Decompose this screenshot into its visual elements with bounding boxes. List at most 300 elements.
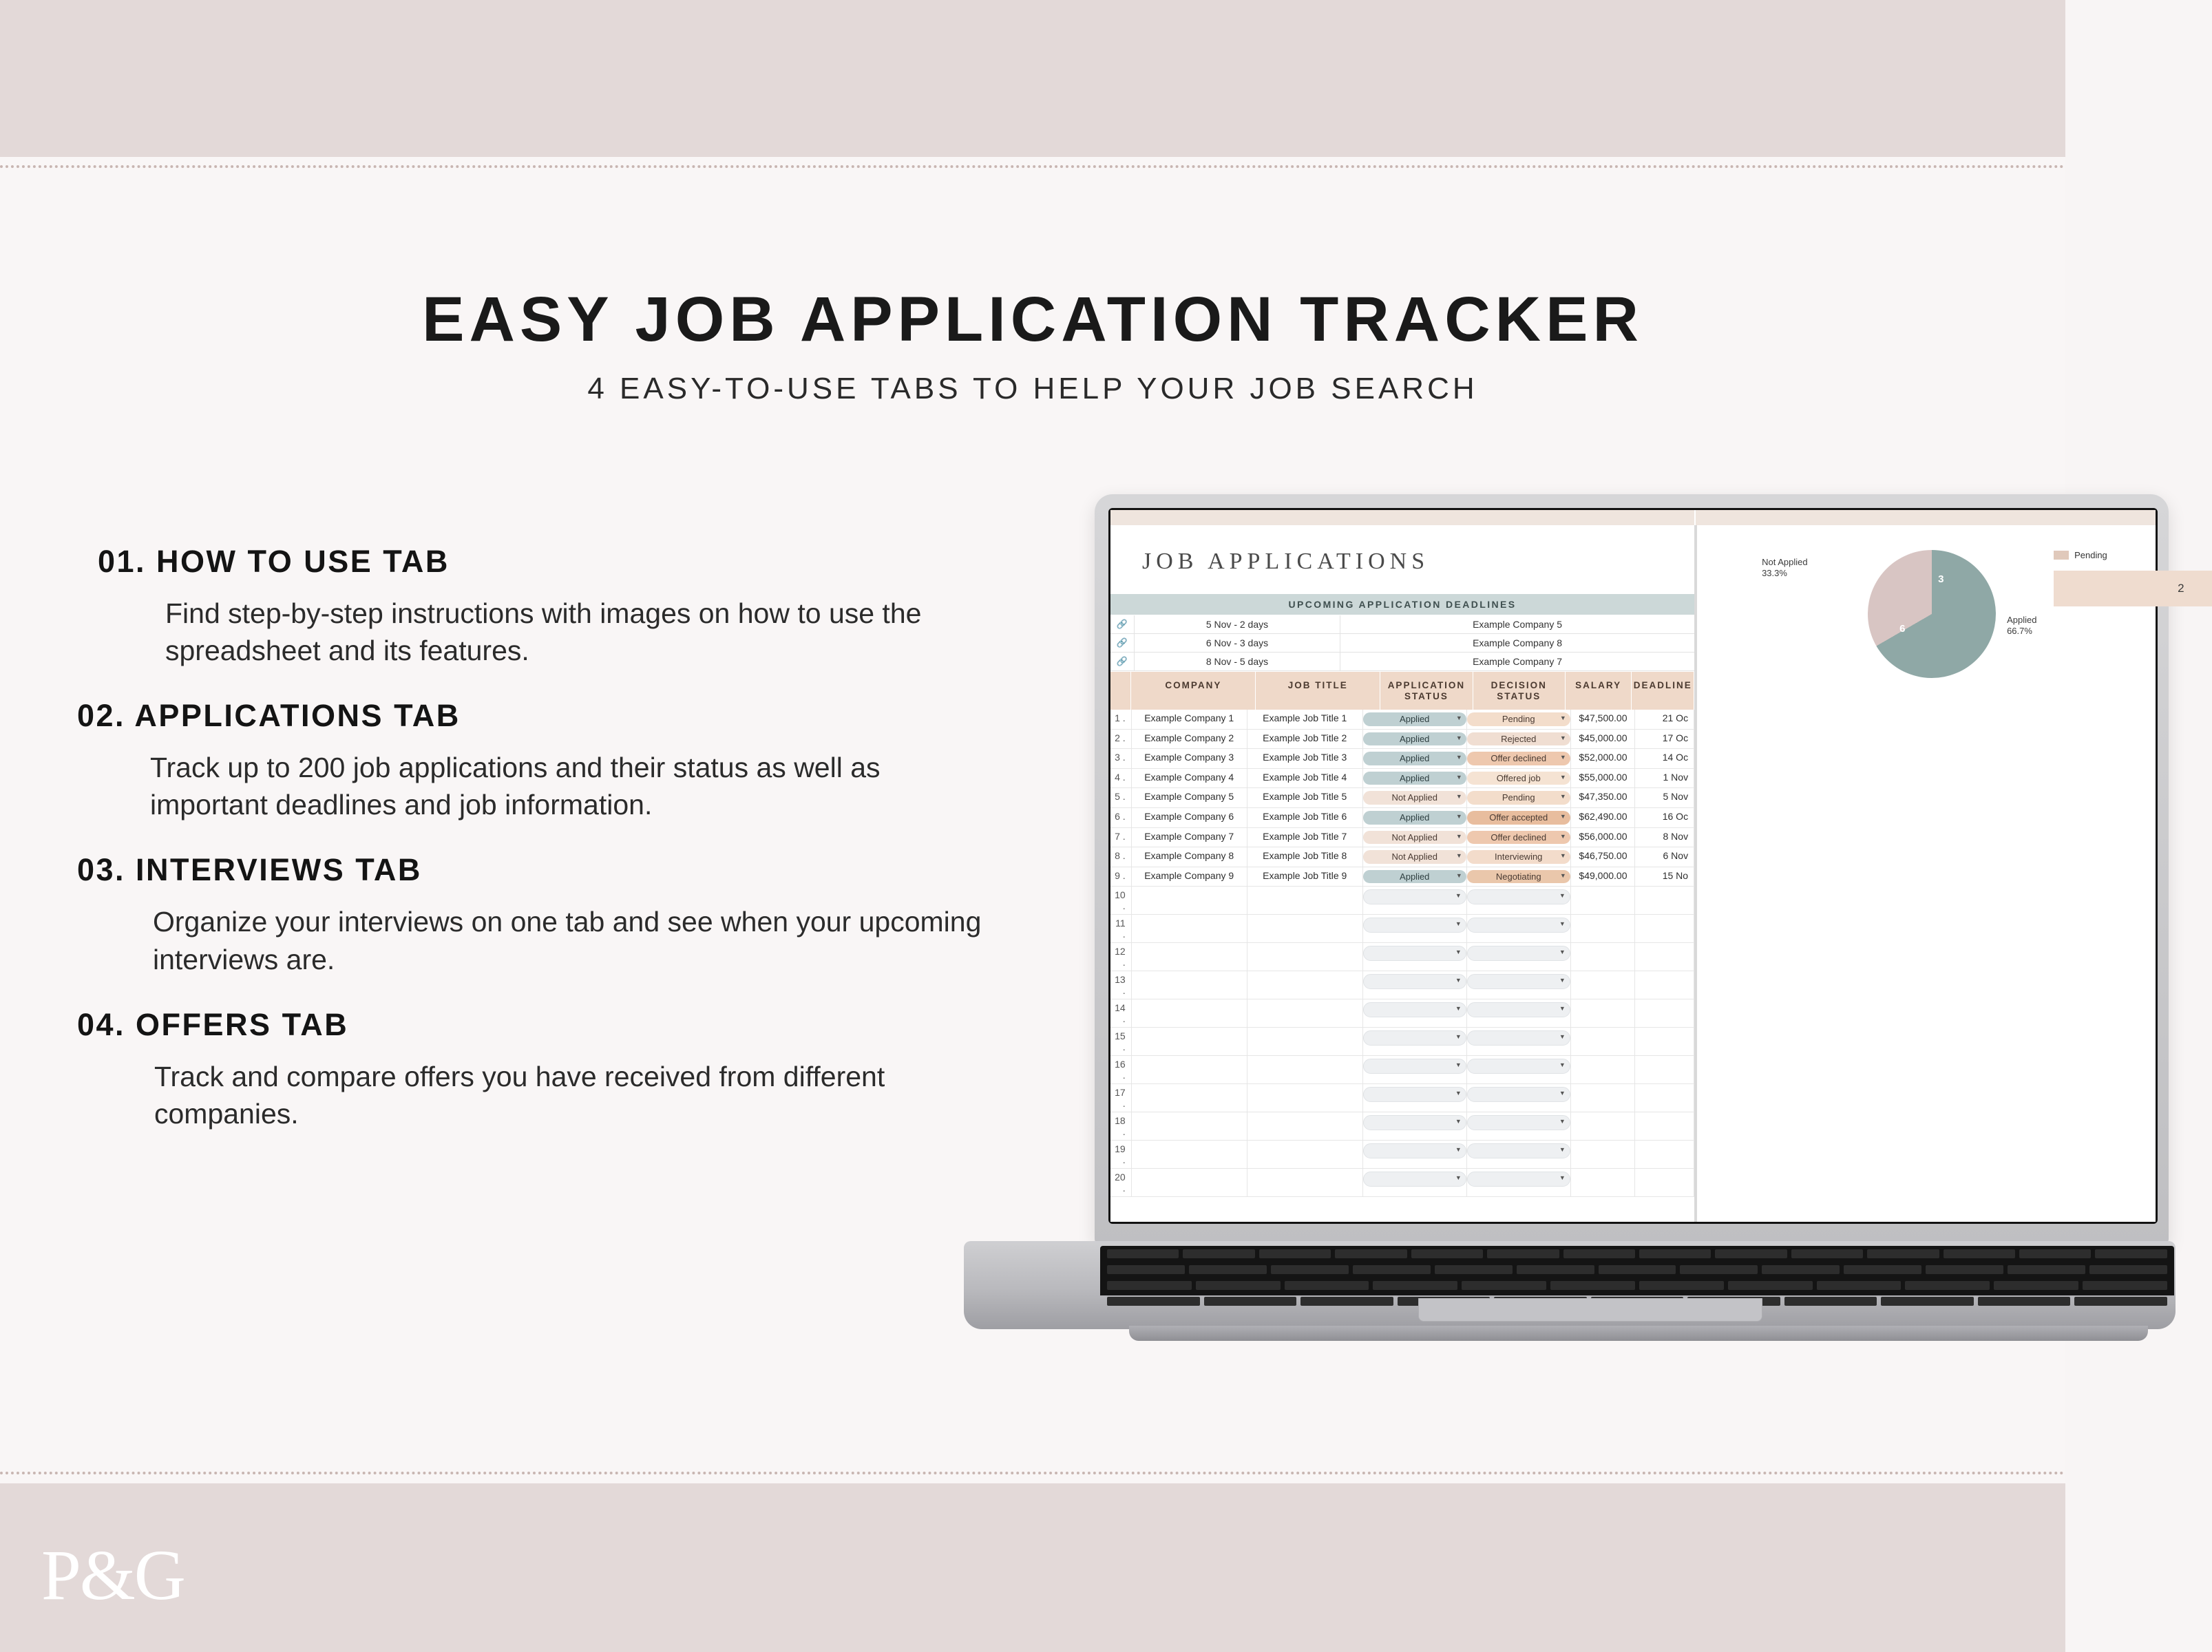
- table-row[interactable]: [1110, 730, 1694, 750]
- table-row[interactable]: [1110, 943, 1694, 971]
- chevron-down-icon[interactable]: ▼: [1559, 773, 1566, 781]
- feature-list: [77, 544, 1096, 1161]
- chevron-down-icon[interactable]: ▼: [1559, 793, 1566, 801]
- cell-company[interactable]: Example Company 1: [1132, 710, 1247, 729]
- cell-company[interactable]: Example Company 8: [1132, 847, 1247, 867]
- chevron-down-icon[interactable]: ▼: [1559, 734, 1566, 741]
- deadlines-table: [1110, 615, 1694, 671]
- cell-job-title[interactable]: [1247, 887, 1363, 914]
- chevron-down-icon[interactable]: ▼: [1559, 1090, 1566, 1097]
- cell-deadline[interactable]: 17 Oc: [1635, 730, 1695, 749]
- pie-label-not-applied-pct: 33.3%: [1762, 568, 1787, 579]
- application-status-dropdown[interactable]: [1363, 1115, 1466, 1130]
- application-status-dropdown[interactable]: [1363, 1172, 1466, 1187]
- cell-salary[interactable]: $47,500.00: [1571, 710, 1635, 729]
- decision-status-dropdown[interactable]: Offer declined ▼: [1467, 752, 1570, 765]
- chevron-down-icon[interactable]: ▼: [1559, 871, 1566, 879]
- chevron-down-icon[interactable]: ▼: [1559, 852, 1566, 860]
- cell-application-status[interactable]: [1363, 1056, 1467, 1083]
- cell-job-title[interactable]: [1247, 1112, 1363, 1140]
- chevron-down-icon[interactable]: ▼: [1455, 734, 1462, 741]
- decision-status-dropdown[interactable]: Offer accepted ▼: [1467, 811, 1570, 825]
- application-status-dropdown[interactable]: [1363, 1030, 1466, 1046]
- cell-job-title[interactable]: [1247, 943, 1363, 971]
- cell-company[interactable]: Example Company 3: [1132, 749, 1247, 768]
- cell-decision-status[interactable]: [1467, 847, 1571, 867]
- cell-decision-status[interactable]: [1467, 943, 1571, 971]
- cell-decision-status[interactable]: [1467, 1084, 1571, 1112]
- application-status-dropdown[interactable]: [1363, 1059, 1466, 1074]
- feature-4-heading: 04. OFFERS TAB: [77, 1006, 349, 1042]
- cell-decision-status[interactable]: [1467, 999, 1571, 1027]
- cell-company[interactable]: [1132, 1028, 1247, 1055]
- link-icon[interactable]: 🔗: [1116, 619, 1128, 629]
- feature-1-body: Find step-by-step instructions with images on how to use the spreadsheet and its features.: [165, 597, 922, 667]
- chevron-down-icon[interactable]: ▼: [1455, 1174, 1462, 1182]
- applications-pane: [1110, 525, 1696, 1222]
- top-dotted-divider: [0, 165, 2065, 168]
- cell-company[interactable]: Example Company 6: [1132, 808, 1247, 827]
- cell-deadline[interactable]: 5 Nov: [1635, 788, 1695, 807]
- cell-deadline[interactable]: [1635, 1141, 1695, 1168]
- chevron-down-icon[interactable]: ▼: [1455, 754, 1462, 761]
- deadlines-header: UPCOMING APPLICATION DEADLINES: [1110, 594, 1694, 615]
- topbar-left: [1110, 510, 1696, 525]
- application-status-dropdown[interactable]: [1363, 1143, 1466, 1158]
- applications-table-header: [1110, 671, 1694, 710]
- table-row[interactable]: [1110, 808, 1694, 828]
- cell-company[interactable]: Example Company 7: [1132, 828, 1247, 847]
- cell-decision-status[interactable]: [1467, 788, 1571, 807]
- feature-item-1: [77, 544, 1096, 669]
- cell-application-status[interactable]: [1363, 867, 1467, 887]
- application-status-dropdown[interactable]: Applied ▼: [1363, 772, 1466, 785]
- chevron-down-icon[interactable]: ▼: [1559, 813, 1566, 820]
- decision-status-dropdown[interactable]: Pending ▼: [1467, 712, 1570, 726]
- cell-company[interactable]: [1132, 1169, 1247, 1196]
- cell-job-title[interactable]: Example Job Title 4: [1247, 769, 1363, 788]
- table-row[interactable]: [1110, 999, 1694, 1028]
- chevron-down-icon[interactable]: ▼: [1455, 920, 1462, 928]
- pie-label-not-applied: [1762, 557, 1808, 580]
- table-row[interactable]: [1110, 1141, 1694, 1169]
- cell-decision-status[interactable]: [1467, 887, 1571, 914]
- cell-index: 9 .: [1110, 867, 1132, 887]
- cell-deadline[interactable]: 15 No: [1635, 867, 1695, 887]
- chevron-down-icon[interactable]: ▼: [1559, 1033, 1566, 1041]
- deadline-row[interactable]: [1110, 634, 1694, 653]
- cell-index: 17 .: [1110, 1084, 1132, 1112]
- cell-deadline[interactable]: 1 Nov: [1635, 769, 1695, 788]
- chevron-down-icon[interactable]: ▼: [1559, 1005, 1566, 1013]
- column-salary: SALARY: [1566, 672, 1632, 710]
- chevron-down-icon[interactable]: ▼: [1559, 1061, 1566, 1069]
- cell-salary[interactable]: [1571, 915, 1635, 942]
- cell-application-status[interactable]: [1363, 943, 1467, 971]
- cell-decision-status[interactable]: [1467, 971, 1571, 999]
- application-status-dropdown[interactable]: [1363, 889, 1466, 904]
- cell-application-status[interactable]: [1363, 769, 1467, 788]
- column-company: COMPANY: [1131, 672, 1256, 710]
- decision-status-dropdown[interactable]: [1467, 889, 1570, 904]
- cell-decision-status[interactable]: [1467, 867, 1571, 887]
- cell-deadline[interactable]: 6 Nov: [1635, 847, 1695, 867]
- cell-job-title[interactable]: [1247, 1141, 1363, 1168]
- feature-item-4: [77, 1007, 1096, 1132]
- cell-deadline[interactable]: 16 Oc: [1635, 808, 1695, 827]
- chevron-down-icon[interactable]: ▼: [1559, 977, 1566, 984]
- applications-table-body: [1110, 710, 1694, 1197]
- cell-application-status[interactable]: [1363, 971, 1467, 999]
- chevron-down-icon[interactable]: ▼: [1559, 920, 1566, 928]
- cell-index: 11 .: [1110, 915, 1132, 942]
- cell-job-title[interactable]: Example Job Title 5: [1247, 788, 1363, 807]
- column-decision-status-line1: DECISION: [1491, 680, 1547, 690]
- cell-job-title[interactable]: [1247, 1028, 1363, 1055]
- cell-application-status[interactable]: [1363, 788, 1467, 807]
- cell-company[interactable]: [1132, 971, 1247, 999]
- chevron-down-icon[interactable]: ▼: [1455, 977, 1462, 984]
- cell-deadline[interactable]: 8 Nov: [1635, 828, 1695, 847]
- cell-job-title[interactable]: [1247, 1084, 1363, 1112]
- feature-item-3: [77, 852, 1096, 977]
- cell-salary[interactable]: $49,000.00: [1571, 867, 1635, 887]
- cell-application-status[interactable]: [1363, 1112, 1467, 1140]
- bottom-band: [0, 1483, 2065, 1652]
- spreadsheet-app: [1110, 510, 2184, 1222]
- table-row[interactable]: [1110, 710, 1694, 730]
- cell-decision-status[interactable]: [1467, 1056, 1571, 1083]
- legend-swatch-pending: [2054, 551, 2069, 560]
- cell-deadline[interactable]: [1635, 887, 1695, 914]
- chevron-down-icon[interactable]: ▼: [1559, 1174, 1566, 1182]
- application-status-dropdown[interactable]: Applied ▼: [1363, 752, 1466, 765]
- cell-index: 16 .: [1110, 1056, 1132, 1083]
- cell-salary[interactable]: [1571, 1056, 1635, 1083]
- decision-status-dropdown[interactable]: [1467, 1172, 1570, 1187]
- cell-salary[interactable]: [1571, 887, 1635, 914]
- cell-salary[interactable]: [1571, 1112, 1635, 1140]
- bar-value-pending: 2: [2178, 582, 2184, 595]
- cell-salary[interactable]: $47,350.00: [1571, 788, 1635, 807]
- table-row[interactable]: [1110, 971, 1694, 999]
- decision-status-dropdown[interactable]: [1467, 1087, 1570, 1102]
- deadline-company: Example Company 7: [1473, 656, 1563, 667]
- cell-index: 12 .: [1110, 943, 1132, 971]
- cell-decision-status[interactable]: [1467, 730, 1571, 749]
- deadline-date: 6 Nov - 3 days: [1134, 634, 1340, 652]
- cell-application-status[interactable]: [1363, 1141, 1467, 1168]
- cell-index: 14 .: [1110, 999, 1132, 1027]
- cell-index: 20 .: [1110, 1169, 1132, 1196]
- chevron-down-icon[interactable]: ▼: [1455, 852, 1462, 860]
- cell-decision-status[interactable]: [1467, 1028, 1571, 1055]
- cell-salary[interactable]: $46,750.00: [1571, 847, 1635, 867]
- charts-area: [1696, 525, 2184, 718]
- keyboard-row: [1100, 1262, 2174, 1278]
- cell-job-title[interactable]: [1247, 971, 1363, 999]
- cell-job-title[interactable]: [1247, 1169, 1363, 1196]
- cell-job-title[interactable]: Example Job Title 6: [1247, 808, 1363, 827]
- cell-deadline[interactable]: [1635, 915, 1695, 942]
- cell-job-title[interactable]: Example Job Title 1: [1247, 710, 1363, 729]
- feature-3-heading: 03. INTERVIEWS TAB: [77, 852, 422, 888]
- link-icon[interactable]: 🔗: [1116, 637, 1128, 648]
- cell-decision-status[interactable]: [1467, 749, 1571, 768]
- decision-status-dropdown[interactable]: Offered job ▼: [1467, 772, 1570, 785]
- cell-decision-status[interactable]: [1467, 710, 1571, 729]
- cell-index: 8 .: [1110, 847, 1132, 867]
- table-row[interactable]: [1110, 1112, 1694, 1141]
- cell-decision-status[interactable]: [1467, 769, 1571, 788]
- table-row[interactable]: [1110, 915, 1694, 943]
- laptop-front-edge: [1129, 1326, 2148, 1341]
- cell-company[interactable]: [1132, 999, 1247, 1027]
- chevron-down-icon[interactable]: ▼: [1455, 1118, 1462, 1125]
- cell-decision-status[interactable]: [1467, 828, 1571, 847]
- cell-application-status[interactable]: [1363, 887, 1467, 914]
- spreadsheet-topbar: [1110, 510, 2156, 525]
- cell-index: 2 .: [1110, 730, 1132, 749]
- table-row[interactable]: [1110, 828, 1694, 848]
- chevron-down-icon[interactable]: ▼: [1559, 832, 1566, 840]
- decision-status-dropdown[interactable]: [1467, 1002, 1570, 1017]
- feature-1-heading: 01. HOW TO USE TAB: [98, 544, 450, 579]
- cell-application-status[interactable]: [1363, 710, 1467, 729]
- cell-company[interactable]: [1132, 915, 1247, 942]
- cell-decision-status[interactable]: [1467, 1169, 1571, 1196]
- table-row[interactable]: [1110, 788, 1694, 808]
- column-decision-status: [1473, 672, 1566, 710]
- page-title: EASY JOB APPLICATION TRACKER: [422, 284, 1643, 354]
- application-status-dropdown[interactable]: Not Applied ▼: [1363, 831, 1466, 845]
- decision-status-dropdown[interactable]: Negotiating ▼: [1467, 870, 1570, 884]
- deadline-company: Example Company 8: [1473, 637, 1563, 648]
- cell-index: 15 .: [1110, 1028, 1132, 1055]
- cell-application-status[interactable]: [1363, 749, 1467, 768]
- table-row[interactable]: [1110, 769, 1694, 789]
- decision-status-dropdown[interactable]: [1467, 918, 1570, 933]
- application-status-dropdown[interactable]: Applied ▼: [1363, 712, 1466, 726]
- table-row[interactable]: [1110, 1084, 1694, 1112]
- decision-status-dropdown[interactable]: Offer declined ▼: [1467, 831, 1570, 845]
- decision-status-dropdown[interactable]: [1467, 1059, 1570, 1074]
- laptop-keyboard[interactable]: [1100, 1246, 2174, 1295]
- chevron-down-icon[interactable]: ▼: [1455, 871, 1462, 879]
- cell-salary[interactable]: $55,000.00: [1571, 769, 1635, 788]
- cell-job-title[interactable]: Example Job Title 8: [1247, 847, 1363, 867]
- cell-salary[interactable]: $52,000.00: [1571, 749, 1635, 768]
- application-status-dropdown[interactable]: Applied ▼: [1363, 870, 1466, 884]
- feature-3-body: Organize your interviews on one tab and see when your upcoming interviews are.: [153, 906, 982, 975]
- brand-logo: P&G: [41, 1536, 185, 1615]
- dashboard-pane: [1696, 525, 2184, 1222]
- bar-chart-legend: [2054, 550, 2107, 560]
- table-row[interactable]: [1110, 887, 1694, 915]
- spreadsheet-title: JOB APPLICATIONS: [1142, 549, 1430, 574]
- link-icon[interactable]: 🔗: [1116, 656, 1128, 666]
- cell-salary[interactable]: [1571, 1141, 1635, 1168]
- cell-decision-status[interactable]: [1467, 1141, 1571, 1168]
- cell-salary[interactable]: $62,490.00: [1571, 808, 1635, 827]
- cell-deadline[interactable]: [1635, 1169, 1695, 1196]
- cell-index: 3 .: [1110, 749, 1132, 768]
- cell-deadline[interactable]: [1635, 1028, 1695, 1055]
- table-row[interactable]: [1110, 1169, 1694, 1197]
- application-status-dropdown[interactable]: [1363, 1002, 1466, 1017]
- cell-application-status[interactable]: [1363, 828, 1467, 847]
- application-status-dropdown[interactable]: Not Applied ▼: [1363, 850, 1466, 864]
- cell-application-status[interactable]: [1363, 730, 1467, 749]
- cell-company[interactable]: [1132, 943, 1247, 971]
- laptop-screen: [1108, 508, 2184, 1224]
- decision-status-dropdown[interactable]: [1467, 946, 1570, 961]
- cell-salary[interactable]: $56,000.00: [1571, 828, 1635, 847]
- chevron-down-icon[interactable]: ▼: [1455, 714, 1462, 722]
- table-row[interactable]: [1110, 847, 1694, 867]
- application-status-dropdown[interactable]: Not Applied ▼: [1363, 791, 1466, 805]
- deadline-row[interactable]: [1110, 615, 1694, 634]
- cell-application-status[interactable]: [1363, 915, 1467, 942]
- chevron-down-icon[interactable]: ▼: [1455, 1090, 1462, 1097]
- cell-company[interactable]: [1132, 887, 1247, 914]
- cell-deadline[interactable]: [1635, 971, 1695, 999]
- chevron-down-icon[interactable]: ▼: [1455, 1033, 1462, 1041]
- cell-decision-status[interactable]: [1467, 808, 1571, 827]
- cell-application-status[interactable]: [1363, 1084, 1467, 1112]
- decision-status-dropdown[interactable]: Pending ▼: [1467, 791, 1570, 805]
- cell-application-status[interactable]: [1363, 847, 1467, 867]
- cell-job-title[interactable]: [1247, 999, 1363, 1027]
- application-status-dropdown[interactable]: [1363, 974, 1466, 989]
- application-status-dropdown[interactable]: [1363, 1087, 1466, 1102]
- cell-salary[interactable]: [1571, 971, 1635, 999]
- pie-label-applied: [2007, 615, 2036, 637]
- chevron-down-icon[interactable]: ▼: [1455, 949, 1462, 956]
- decision-status-dropdown[interactable]: Interviewing ▼: [1467, 850, 1570, 864]
- chevron-down-icon[interactable]: ▼: [1455, 773, 1462, 781]
- chevron-down-icon[interactable]: ▼: [1455, 832, 1462, 840]
- cell-company[interactable]: [1132, 1141, 1247, 1168]
- pie-value-applied: 6: [1899, 623, 1906, 635]
- cell-salary[interactable]: [1571, 1028, 1635, 1055]
- decision-status-dropdown[interactable]: Rejected ▼: [1467, 732, 1570, 746]
- pie-value-not-applied: 3: [1938, 573, 1944, 585]
- cell-job-title[interactable]: [1247, 915, 1363, 942]
- cell-application-status[interactable]: [1363, 999, 1467, 1027]
- cell-job-title[interactable]: Example Job Title 2: [1247, 730, 1363, 749]
- table-row[interactable]: [1110, 867, 1694, 887]
- cell-index: 7 .: [1110, 828, 1132, 847]
- chevron-down-icon[interactable]: ▼: [1455, 1005, 1462, 1013]
- chevron-down-icon[interactable]: ▼: [1559, 754, 1566, 761]
- laptop-mockup: [964, 494, 2184, 1375]
- chevron-down-icon[interactable]: ▼: [1559, 1118, 1566, 1125]
- legend-label-pending: Pending: [2074, 550, 2107, 560]
- decision-status-bar: [2054, 571, 2212, 606]
- feature-2-heading: 02. APPLICATIONS TAB: [77, 698, 461, 734]
- cell-application-status[interactable]: [1363, 808, 1467, 827]
- cell-company[interactable]: Example Company 9: [1132, 867, 1247, 887]
- chevron-down-icon[interactable]: ▼: [1455, 793, 1462, 801]
- cell-deadline[interactable]: [1635, 1084, 1695, 1112]
- column-index: [1110, 672, 1131, 710]
- cell-job-title[interactable]: Example Job Title 7: [1247, 828, 1363, 847]
- topbar-right: [1696, 510, 2156, 525]
- cell-company[interactable]: [1132, 1084, 1247, 1112]
- cell-salary[interactable]: [1571, 943, 1635, 971]
- cell-company[interactable]: Example Company 5: [1132, 788, 1247, 807]
- cell-salary[interactable]: [1571, 1169, 1635, 1196]
- cell-company[interactable]: [1132, 1112, 1247, 1140]
- decision-status-dropdown[interactable]: [1467, 974, 1570, 989]
- cell-deadline[interactable]: [1635, 999, 1695, 1027]
- application-status-dropdown[interactable]: [1363, 946, 1466, 961]
- keyboard-row: [1100, 1278, 2174, 1293]
- pie-label-applied-pct: 66.7%: [2007, 626, 2032, 637]
- cell-deadline[interactable]: 21 Oc: [1635, 710, 1695, 729]
- table-row[interactable]: [1110, 1056, 1694, 1084]
- cell-index: 6 .: [1110, 808, 1132, 827]
- cell-decision-status[interactable]: [1467, 1112, 1571, 1140]
- application-status-dropdown[interactable]: Applied ▼: [1363, 811, 1466, 825]
- cell-index: 18 .: [1110, 1112, 1132, 1140]
- cell-index: 5 .: [1110, 788, 1132, 807]
- decision-status-dropdown[interactable]: [1467, 1143, 1570, 1158]
- laptop-trackpad[interactable]: [1418, 1298, 1762, 1322]
- cell-salary[interactable]: [1571, 999, 1635, 1027]
- pie-label-not-applied-text: Not Applied: [1762, 557, 1808, 567]
- cell-job-title[interactable]: [1247, 1056, 1363, 1083]
- application-status-dropdown[interactable]: [1363, 918, 1466, 933]
- cell-job-title[interactable]: Example Job Title 3: [1247, 749, 1363, 768]
- cell-application-status[interactable]: [1363, 1028, 1467, 1055]
- chevron-down-icon[interactable]: ▼: [1559, 1146, 1566, 1154]
- table-row[interactable]: [1110, 1028, 1694, 1056]
- cell-application-status[interactable]: [1363, 1169, 1467, 1196]
- cell-decision-status[interactable]: [1467, 915, 1571, 942]
- cell-company[interactable]: Example Company 4: [1132, 769, 1247, 788]
- cell-company[interactable]: Example Company 2: [1132, 730, 1247, 749]
- cell-deadline[interactable]: [1635, 1056, 1695, 1083]
- cell-salary[interactable]: $45,000.00: [1571, 730, 1635, 749]
- cell-company[interactable]: [1132, 1056, 1247, 1083]
- column-job-title: JOB TITLE: [1256, 672, 1380, 710]
- cell-index: 10 .: [1110, 887, 1132, 914]
- cell-deadline[interactable]: [1635, 1112, 1695, 1140]
- cell-deadline[interactable]: 14 Oc: [1635, 749, 1695, 768]
- chevron-down-icon[interactable]: ▼: [1455, 1146, 1462, 1154]
- decision-status-dropdown[interactable]: [1467, 1030, 1570, 1046]
- column-application-status-line1: APPLICATION: [1387, 680, 1466, 690]
- cell-job-title[interactable]: Example Job Title 9: [1247, 867, 1363, 887]
- chevron-down-icon[interactable]: ▼: [1559, 949, 1566, 956]
- spreadsheet-body: [1110, 525, 2184, 1222]
- cell-salary[interactable]: [1571, 1084, 1635, 1112]
- chevron-down-icon[interactable]: ▼: [1559, 892, 1566, 900]
- cell-deadline[interactable]: [1635, 943, 1695, 971]
- deadline-row[interactable]: [1110, 653, 1694, 671]
- application-status-dropdown[interactable]: Applied ▼: [1363, 732, 1466, 746]
- chevron-down-icon[interactable]: ▼: [1455, 1061, 1462, 1069]
- column-application-status-line2: STATUS: [1404, 690, 1449, 701]
- decision-status-dropdown[interactable]: [1467, 1115, 1570, 1130]
- chevron-down-icon[interactable]: ▼: [1455, 813, 1462, 820]
- chevron-down-icon[interactable]: ▼: [1559, 714, 1566, 722]
- table-row[interactable]: [1110, 749, 1694, 769]
- cell-index: 13 .: [1110, 971, 1132, 999]
- chevron-down-icon[interactable]: ▼: [1455, 892, 1462, 900]
